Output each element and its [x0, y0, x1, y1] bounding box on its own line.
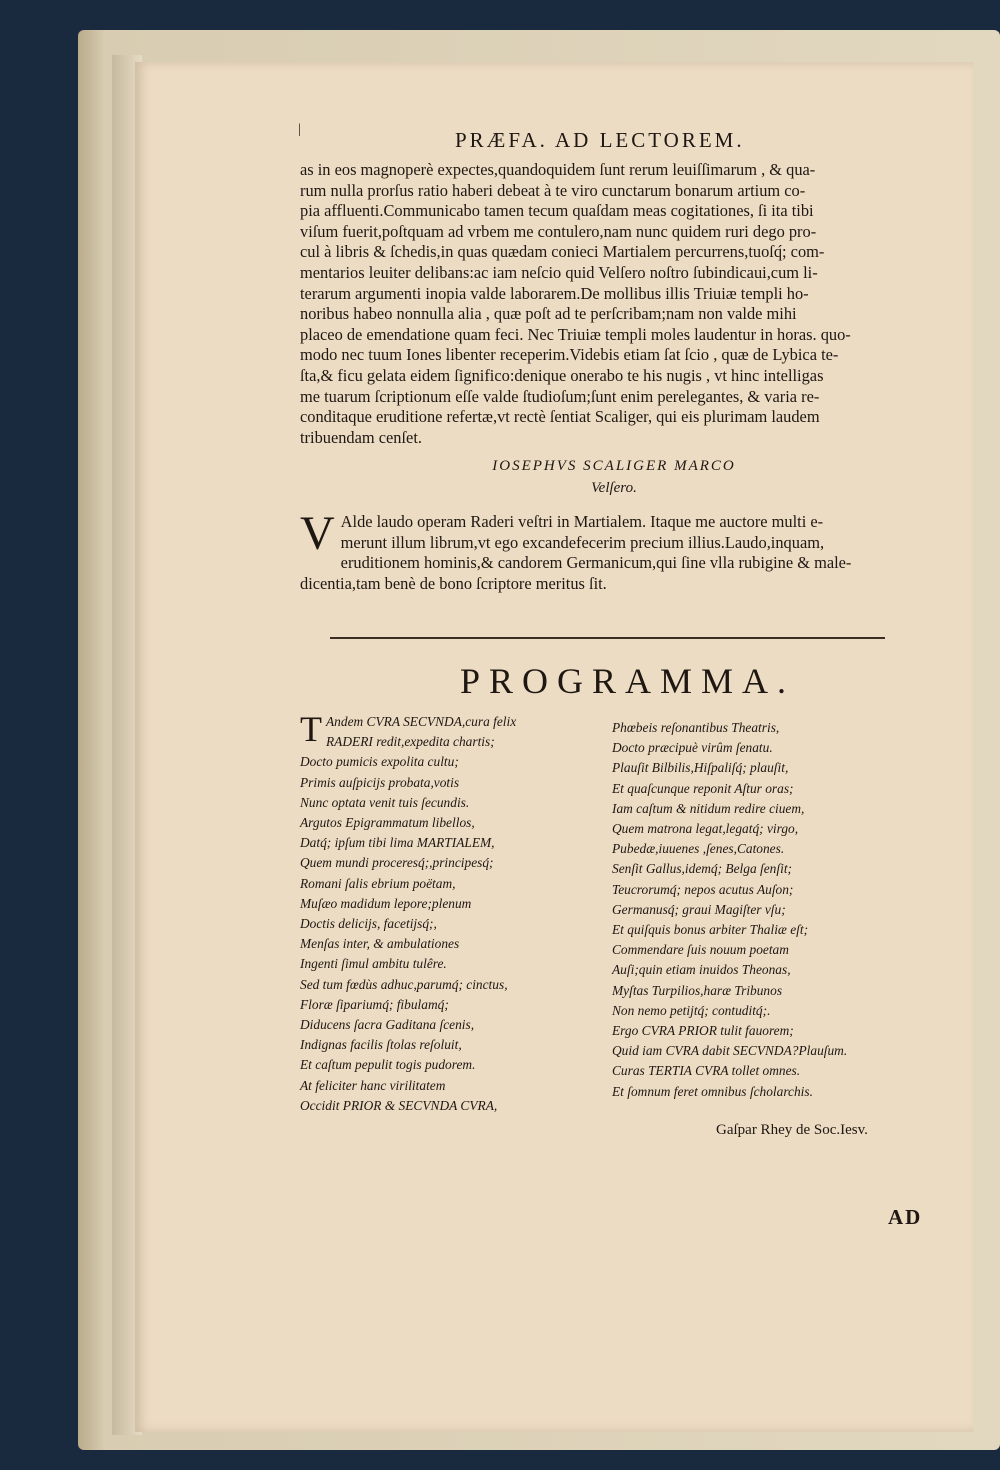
poem-line: Andem CVRA SECVNDA,cura felix — [326, 714, 517, 729]
poem-line: Germanusq́; graui Magiſter vſu; — [612, 901, 786, 917]
poem-line: Docto pumicis expolita cultu; — [300, 754, 459, 770]
signature: Gaſpar Rhey de Soc.Iesv. — [716, 1122, 868, 1138]
poem-line: Et ſomnum feret omnibus ſcholarchis. — [612, 1083, 813, 1099]
poem-line: Teucrorumq́; nepos acutus Auſon; — [612, 881, 794, 897]
text-line: placeo de emendatione quam feci. Nec Triuiæ templi moles laudentur in horas. quo- — [300, 324, 851, 344]
poem-line: Nunc optata venit tuis ſecundis. — [300, 794, 470, 810]
text-line: modo nec tuum Iones libenter receperim.Videbis etiam ſat ſcio , quæ de Lybica te- — [300, 345, 839, 365]
text-line: Alde laudo operam Raderi veſtri in Martialem. Itaque me auctore multi e- — [340, 512, 824, 531]
poem-line: Auſi;quin etiam inuidos Theonas, — [612, 962, 791, 978]
text-line: tribuendam cenſet. — [300, 427, 422, 447]
letter-heading-recipient: Velſero. — [591, 480, 637, 496]
text-line: me tuarum ſcriptionum eſſe valde ſtudioſum;ſunt enim perelegantes, & varia re- — [300, 386, 820, 406]
poem-line: At feliciter hanc virilitatem — [300, 1077, 446, 1093]
poem-line: Et quiſquis bonus arbiter Thaliæ eſt; — [612, 922, 809, 938]
text-line: ſta,& ficu gelata eidem ſignifico:denique onerabo te his nugis , vt hinc intelligas — [300, 365, 824, 385]
drop-capital: V — [300, 507, 335, 560]
poem-line: Sed tum fœdùs adhuc,parumq́; cinctus, — [300, 976, 508, 992]
poem-line: RADERI redit,expedita chartis; — [326, 734, 495, 750]
horizontal-rule — [330, 637, 885, 639]
poem-line: Argutos Epigrammatum libellos, — [300, 815, 475, 831]
poem-line: Indignas facilis ſtolas reſoluit, — [300, 1037, 462, 1053]
text-line: mentarios leuiter delibans:ac iam neſcio quid Velſero noſtro ſubindicaui,cum li- — [300, 262, 818, 282]
poem-line: Menſas inter, & ambulationes — [300, 936, 460, 952]
poem-line: Quem matrona legat,legatq́; virgo, — [612, 821, 799, 837]
poem-line: Primis auſpicijs probata,votis — [300, 774, 460, 790]
text-line: eruditionem hominis,& candorem Germanicum,qui ſine vlla rubigine & male- — [340, 553, 852, 573]
poem-line: Myſtas Turpilios,haræ Tribunos — [612, 982, 783, 998]
poem-line: Ingenti ſimul ambitu tulêre. — [300, 956, 447, 972]
poem-line: Datq́; ipſum tibi lima MARTIALEM, — [300, 835, 495, 851]
poem-line: Docto præcipuè virûm ſenatu. — [612, 740, 773, 756]
poem-line: Plauſit Bilbilis,Hiſpaliſq́; plauſit, — [612, 760, 789, 776]
poem-line: Senſit Gallus,idemq́; Belga ſenſit; — [612, 861, 792, 877]
poem-line: Commendare ſuis nouum poetam — [612, 942, 789, 958]
text-line: conditaque eruditione refertæ,vt rectè ſentiat Scaliger, qui eis plurimam laudem — [300, 407, 820, 427]
poem-line: Occidit PRIOR & SECVNDA CVRA, — [300, 1097, 498, 1113]
poem-line: Curas TERTIA CVRA tollet omnes. — [612, 1063, 801, 1079]
poem-line: Quid iam CVRA dabit SECVNDA?Plauſum. — [612, 1043, 848, 1059]
text-line: dicentia,tam benè de bono ſcriptore meritus ſit. — [300, 573, 607, 593]
poem-line: Romani ſalis ebrium poëtam, — [300, 875, 456, 891]
poem-line: Et caſtum pepulit togis pudorem. — [300, 1057, 476, 1073]
poem-line: Non nemo petijtq́; contuditq́;. — [612, 1002, 771, 1018]
poem-line: Quem mundi proceresq́;,principesq́; — [300, 855, 494, 871]
poem-line: Pubedæ,iuuenes ,ſenes,Catones. — [612, 841, 785, 857]
running-head: PRÆFA. AD LECTOREM. — [455, 128, 745, 152]
corner-mark: | — [298, 122, 301, 137]
text-line: rum nulla prorſus ratio haberi debeat à te viro cunctarum bonarum artium co- — [300, 180, 806, 200]
letter-body — [300, 507, 928, 594]
poem-line: Floræ ſipariumq́; fibulamq́; — [300, 996, 449, 1012]
text-line: terarum argumenti inopia valde laborarem.De mollibus illis Triuiæ templi ho- — [300, 283, 809, 303]
poem-line: Muſæo madidum lepore;plenum — [300, 895, 472, 911]
text-line: pia affluenti.Communicabo tamen tecum quaſdam meas cogitationes, ſi ita tibi — [300, 201, 814, 221]
text-line: cul à libris & ſchedis,in quas quædam conieci Martialem percurrens,tuoſq́; com- — [300, 242, 825, 262]
poem-line: Phœbeis reſonantibus Theatris, — [612, 720, 780, 735]
poem-left-column — [300, 709, 517, 1116]
drop-capital: T — [300, 709, 322, 749]
poem-right-column — [612, 718, 847, 1102]
text-line: noribus habeo nonnulla alia , quæ poſt ad te perſcribam;nam non valde mihi — [300, 304, 797, 324]
poem-line: Ergo CVRA PRIOR tulit fauorem; — [612, 1023, 794, 1039]
catchword: AD — [888, 1205, 923, 1229]
poem-line: Doctis delicijs, facetijsq́;, — [300, 916, 437, 932]
poem-line: Et quaſcunque reponit Aſtur oras; — [612, 780, 794, 796]
text-line: as in eos magnoperè expectes,quandoquidem ſunt rerum leuiſſimarum , & qua- — [300, 160, 816, 179]
paragraph-1 — [300, 160, 928, 448]
letter-heading: IOSEPHVS SCALIGER MARCO — [492, 458, 736, 474]
text-line: viſum fuerit,poſtquam ad vrbem me contulero,nam nunc quidem ruri dego pro- — [300, 221, 817, 241]
poem-line: Diducens ſacra Gaditana ſcenis, — [300, 1017, 475, 1033]
text-line: merunt illum librum,vt ego excandefecerim precium illius.Laudo,inquam, — [340, 532, 825, 552]
poem-line: Iam caſtum & nitidum redire ciuem, — [612, 800, 805, 816]
programma-title: PROGRAMMA. — [460, 661, 796, 701]
